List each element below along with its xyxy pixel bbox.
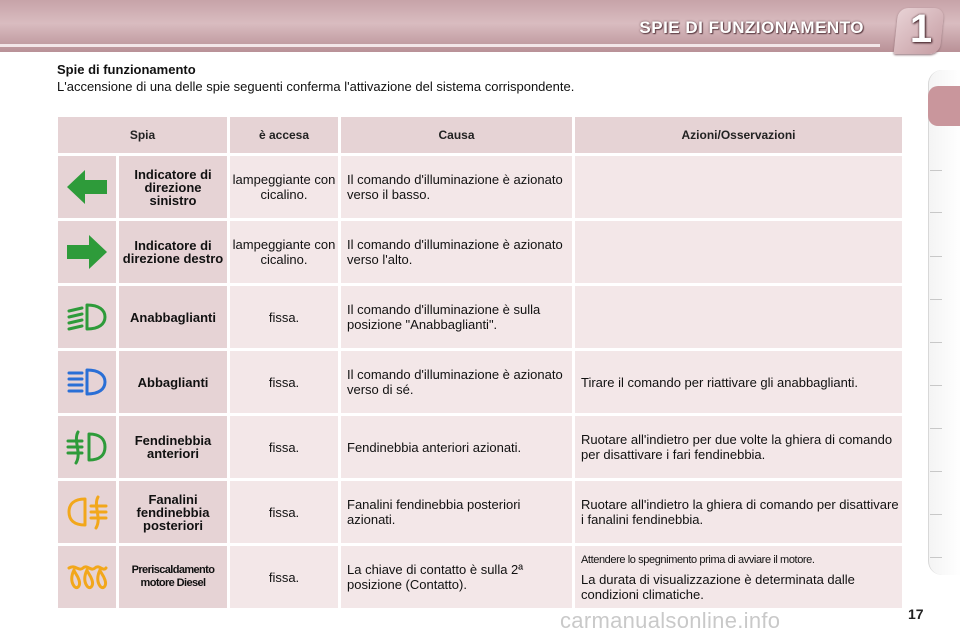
icon-cell: [58, 546, 116, 608]
chapter-tab-active[interactable]: [928, 86, 960, 126]
light-action: [575, 221, 902, 283]
light-state: fissa.: [230, 416, 338, 478]
light-state: fissa.: [230, 286, 338, 348]
light-action: [575, 156, 902, 218]
column-header-spia: Spia: [58, 117, 227, 153]
light-cause: Fendinebbia anteriori azionati.: [341, 416, 572, 478]
light-action: [575, 416, 902, 478]
warning-lights-table: [55, 114, 905, 611]
light-name: Abbaglianti: [119, 351, 227, 413]
glow-plug-icon: [65, 562, 109, 592]
low-beam-icon: [65, 300, 109, 334]
left-turn-arrow-icon: [65, 167, 109, 207]
chapter-tab[interactable]: [930, 256, 942, 257]
table-row: [58, 156, 902, 218]
high-beam-icon: [65, 365, 109, 399]
light-action: [575, 546, 902, 608]
watermark: carmanualsonline.info: [560, 608, 781, 633]
light-action: [575, 481, 902, 543]
chapter-tab[interactable]: [930, 471, 942, 472]
light-state: lampeggiante con cicalino.: [230, 221, 338, 283]
chapter-tab-rail: [928, 70, 960, 575]
table-row: [58, 481, 902, 543]
light-state: fissa.: [230, 546, 338, 608]
light-name: Indicatore di direzione sinistro: [119, 156, 227, 218]
light-name: Fanalini fendinebbia posteriori: [119, 481, 227, 543]
right-turn-arrow-icon: [65, 232, 109, 272]
light-state: fissa.: [230, 351, 338, 413]
table-row: [58, 416, 902, 478]
icon-cell: [58, 351, 116, 413]
action-text: Ruotare all'indietro per due volte la ghiera di comando per disattivare i fari fendinebbia.: [581, 432, 893, 462]
light-state: lampeggiante con cicalino.: [230, 156, 338, 218]
column-header-cause: Causa: [341, 117, 572, 153]
table-row: [58, 221, 902, 283]
action-text: La durata di visualizzazione è determinata dalle condizioni climatiche.: [581, 571, 855, 602]
chapter-tab[interactable]: [930, 514, 942, 515]
light-name: Indicatore di direzione destro: [119, 221, 227, 283]
action-text: Tirare il comando per riattivare gli anabbaglianti.: [581, 374, 858, 390]
chapter-tab[interactable]: [930, 342, 942, 343]
light-cause: Il comando d'illuminazione è azionato verso l'alto.: [341, 221, 572, 283]
chapter-tab[interactable]: [930, 385, 942, 386]
action-text: Ruotare all'indietro la ghiera di comando per disattivare i fanalini fendinebbia.: [581, 497, 899, 527]
light-cause: Il comando d'illuminazione è sulla posizione "Anabbaglianti".: [341, 286, 572, 348]
table-row: [58, 286, 902, 348]
chapter-tab[interactable]: [930, 212, 942, 213]
section-intro: L'accensione di una delle spie seguenti conferma l'attivazione del sistema corrispondente.: [57, 79, 575, 94]
icon-cell: [58, 156, 116, 218]
light-cause: Il comando d'illuminazione è azionato verso di sé.: [341, 351, 572, 413]
icon-cell: [58, 221, 116, 283]
light-name: Preriscaldamento motore Diesel: [119, 546, 227, 608]
chapter-tab[interactable]: [930, 428, 942, 429]
light-cause: La chiave di contatto è sulla 2ª posizione (Contatto).: [341, 546, 572, 608]
icon-cell: [58, 286, 116, 348]
light-cause: Il comando d'illuminazione è azionato verso il basso.: [341, 156, 572, 218]
light-action: [575, 286, 902, 348]
light-state: fissa.: [230, 481, 338, 543]
light-cause: Fanalini fendinebbia posteriori azionati.: [341, 481, 572, 543]
rear-fog-icon: [65, 494, 109, 530]
header-rule: [0, 44, 880, 47]
action-note: Attendere lo spegnimento prima di avviare il motore.: [581, 553, 815, 566]
chapter-number: 1: [909, 7, 933, 51]
light-name: Anabbaglianti: [119, 286, 227, 348]
column-header-actions: Azioni/Osservazioni: [575, 117, 902, 153]
chapter-tab[interactable]: [930, 299, 942, 300]
light-name: Fendinebbia anteriori: [119, 416, 227, 478]
front-fog-icon: [65, 429, 109, 465]
table-header-row: [58, 117, 902, 153]
icon-cell: [58, 416, 116, 478]
page-number: 17: [908, 606, 924, 622]
table-row: [58, 546, 902, 608]
page-title: SPIE DI FUNZIONAMENTO: [639, 18, 864, 37]
chapter-tab[interactable]: [930, 557, 942, 558]
section-heading: Spie di funzionamento: [57, 62, 196, 77]
column-header-state: è accesa: [230, 117, 338, 153]
chapter-tab[interactable]: [930, 170, 942, 171]
icon-cell: [58, 481, 116, 543]
light-action: [575, 351, 902, 413]
table-row: [58, 351, 902, 413]
